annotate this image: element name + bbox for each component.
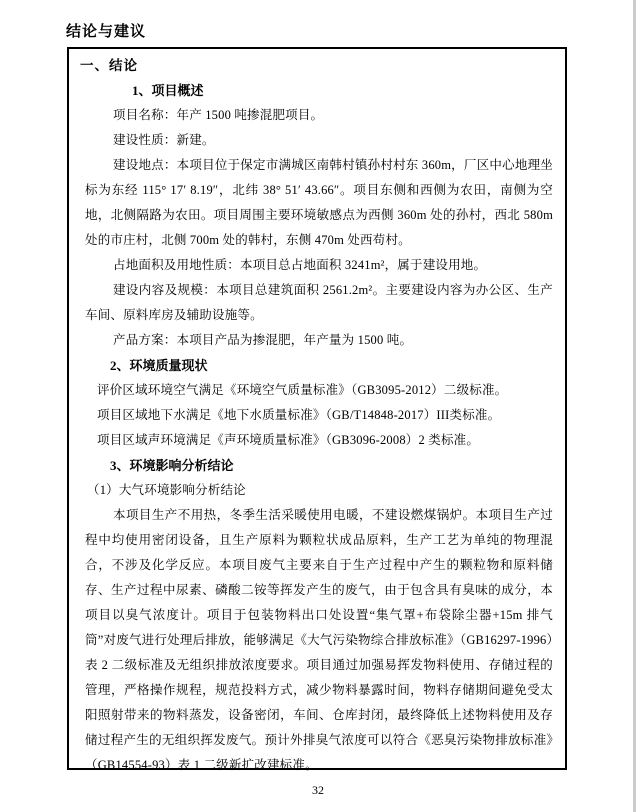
paragraph-product-plan: 产品方案：本项目产品为掺混肥，年产量为 1500 吨。 <box>113 333 413 347</box>
paragraph-acoustic-quality: 项目区域声环境满足《声环境质量标准》（GB3096-2008）2 类标准。 <box>97 433 480 447</box>
paragraph-project-name: 项目名称：年产 1500 吨掺混肥项目。 <box>113 108 324 122</box>
subsection-heading-project-overview: 1、项目概述 <box>132 83 204 98</box>
conclusion-content <box>85 78 553 778</box>
conclusion-box <box>67 47 567 770</box>
page-title: 结论与建议 <box>66 24 147 40</box>
paragraph-air-quality: 评价区域环境空气满足《环境空气质量标准》（GB3095-2012）二级标准。 <box>97 383 508 397</box>
section-heading-conclusion: 一、结论 <box>80 58 138 73</box>
paragraph-groundwater-quality: 项目区域地下水满足《地下水质量标准》（GB/T14848-2017）III类标准。 <box>97 408 501 422</box>
subsection-heading-impact-analysis: 3、环境影响分析结论 <box>110 458 234 473</box>
paragraph-land-area: 占地面积及用地性质：本项目总占地面积 3241m²，属于建设用地。 <box>113 258 487 272</box>
paragraph-construction-nature: 建设性质：新建。 <box>113 133 215 147</box>
paragraph-air-impact-conclusion: 本项目生产不用热，冬季生活采暖使用电暖，不建设燃煤锅炉。本项目生产过程中均使用密闭设备，且生产原料为颗粒状成品原料，生产工艺为单纯的物理混合，不涉及化学反应。本项目废气主要来自于生产过程中产生的颗粒物和原料储存、生产过程中尿素、磷酸二铵等挥发产生的废气，由于包含具有臭味的成分，本项目以臭气浓度计。项目于包装物料出口处设置“集气罩+布袋除尘器+15m 排气筒”对废气进行处理后排放，能够满足《大气污染物综合排放标准》（GB16297-1996）表 2 二级标准及无组织排放浓度要求。项目通过加强易挥发物料使用、存储过程的管理，严格操作规程，规范投料方式，减少物料暴露时间，物料存储期间避免受太阳照射带来的物料蒸发，设备密闭，车间、仓库封闭，最终降低上述物料使用及存储过程产生的无组织挥发废气。预计外排臭气浓度可以符合《恶臭污染物排放标准》（GB14554-93）表 1 二级新扩改建标准。 <box>85 508 553 772</box>
paragraph-air-impact-subtitle: （1）大气环境影响分析结论 <box>87 483 246 497</box>
paragraph-construction-scale: 建设内容及规模：本项目总建筑面积 2561.2m²。主要建设内容为办公区、生产车间、原料库房及辅助设施等。 <box>85 283 553 322</box>
paragraph-construction-location: 建设地点：本项目位于保定市满城区南韩村镇孙村村东 360m，厂区中心地理坐标为东经 115° 17′ 8.19″，北纬 38° 51′ 43.66″。项目东侧和西侧为农田，南侧为空地，北侧隔路为农田。项目周围主要环境敏感点为西侧 360m 处的孙村，西北 580m 处的市庄村，北侧 700m 处的韩村，东侧 470m 处西苟村。 <box>85 158 553 247</box>
page-number: 32 <box>312 783 324 797</box>
subsection-heading-environment-quality: 2、环境质量现状 <box>110 358 208 373</box>
